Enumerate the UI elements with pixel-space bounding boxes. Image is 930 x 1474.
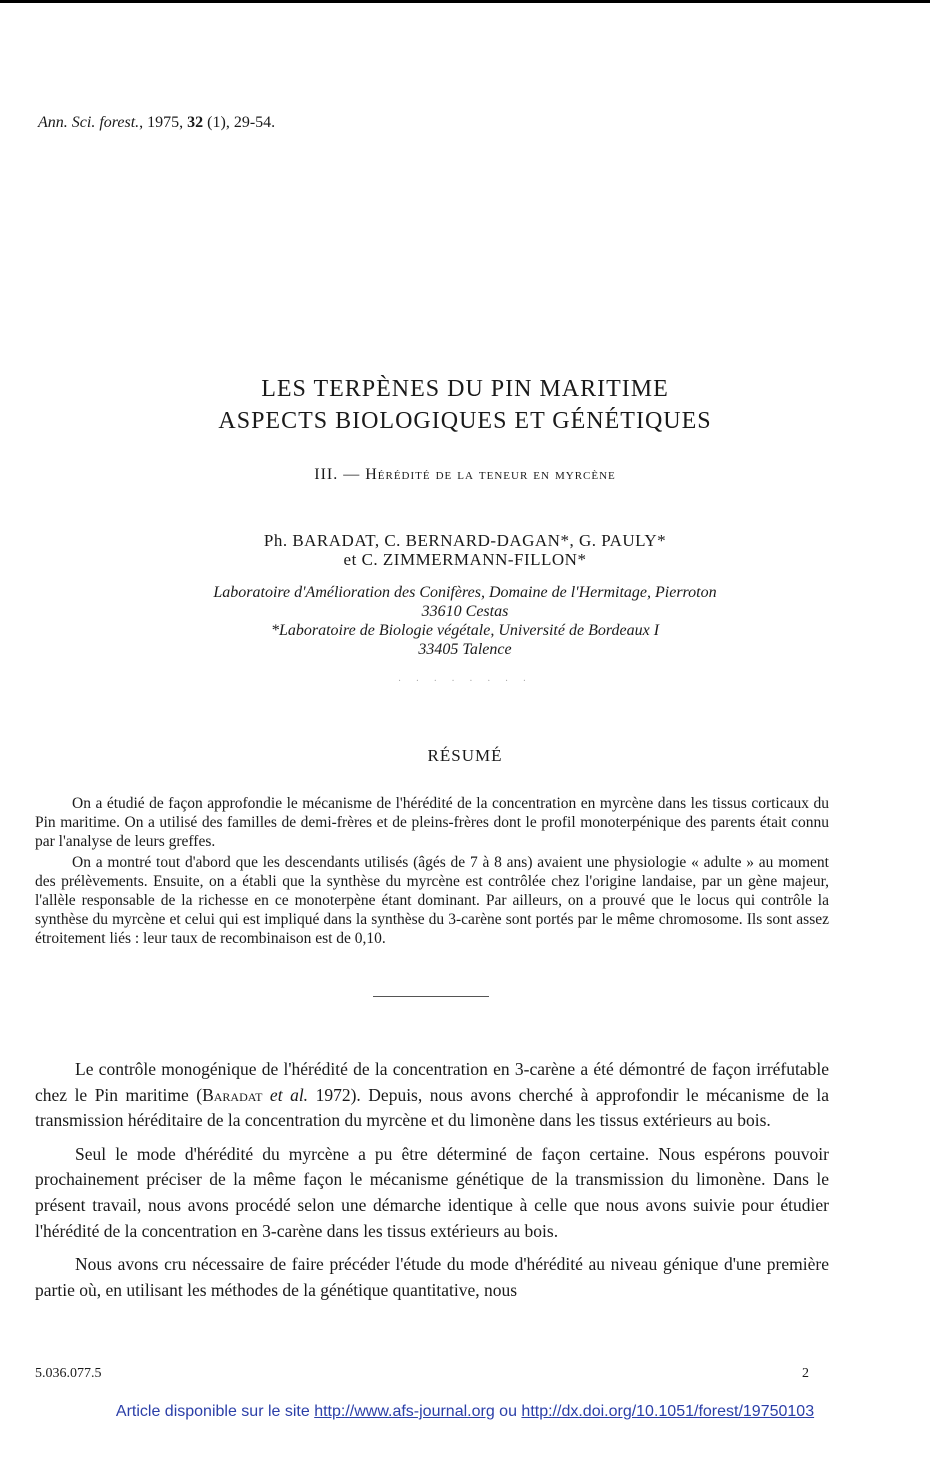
article-subtitle — [0, 466, 930, 484]
availability-footer — [0, 1403, 930, 1421]
journal-citation — [38, 114, 275, 132]
affiliation-1: Laboratoire d'Amélioration des Conifères, Domaine de l'Hermitage, Pierroton — [213, 584, 717, 601]
abstract-heading: RÉSUMÉ — [427, 746, 503, 765]
affiliation-2: *Laboratoire de Biologie végétale, Université de Bordeaux I — [270, 622, 660, 639]
affiliations — [0, 583, 930, 659]
title-line-1: LES TERPÈNES DU PIN MARITIME — [261, 376, 669, 402]
journal-site-link[interactable]: http://www.afs-journal.org — [314, 1403, 495, 1420]
authors-line-2: et C. ZIMMERMANN-FILLON* — [343, 550, 587, 569]
doi-link[interactable]: http://dx.doi.org/10.1051/forest/19750103 — [521, 1403, 815, 1420]
citation-issue-pages: (1), 29-54. — [203, 114, 276, 131]
body-paragraph-1 — [35, 1057, 829, 1134]
footer-prefix: Article disponible sur le site — [115, 1403, 315, 1420]
abstract — [35, 794, 829, 950]
article-title — [0, 373, 930, 437]
subtitle-text: Hérédité de la teneur en myrcène — [365, 466, 616, 483]
reference-author: Baradat — [202, 1084, 263, 1105]
reference-etal: et al. — [262, 1084, 309, 1105]
authors-line-1: Ph. BARADAT, C. BERNARD-DAGAN*, G. PAULY* — [263, 531, 667, 550]
body-paragraph-3: Nous avons cru nécessaire de faire précéder l'étude du mode d'hérédité au niveau génique d'une première partie où, en utilisant les méthodes de la génétique quantitative, nous — [35, 1254, 829, 1300]
body-paragraph-2: Seul le mode d'hérédité du myrcène a pu être déterminé de façon certaine. Nous espérons pouvoir prochainement préciser de la même façon le mécanisme génétique de la transmission du limonène. Dans le présent travail, nous avons procédé selon une démarche identique à celle que nous avons suivie pour étudier l'hérédité de la concentration en 3-carène dans les tissus extérieurs au bois. — [35, 1143, 829, 1241]
authors — [0, 531, 930, 569]
citation-year: , 1975, — [139, 114, 188, 131]
top-rule — [0, 0, 930, 3]
abstract-paragraph-1: On a étudié de façon approfondie le mécanisme de l'hérédité de la concentration en myrcène dans les tissus corticaux du Pin maritime. On a utilisé des familles de demi-frères et de pleins-frères dont le profil monoterpénique des parents était connu par l'analyse de leurs greffes. — [35, 795, 829, 850]
page-number: 2 — [802, 1366, 809, 1381]
classification-code: 5.036.077.5 — [35, 1366, 102, 1381]
affiliation-2-city: 33405 Talence — [418, 641, 512, 658]
title-line-2: ASPECTS BIOLOGIQUES ET GÉNÉTIQUES — [218, 408, 712, 434]
body-text — [35, 1057, 829, 1311]
body-p1-text-b: 1972). Depuis, nous avons cherché à approfondir le mécanisme de la transmission héréditaire de la concentration du myrcène et du limonène dans les tissus extérieurs au bois. — [35, 1084, 829, 1131]
decorative-dots: · · · · · · · · — [397, 676, 533, 687]
abstract-paragraph-2: On a montré tout d'abord que les descendants utilisés (âgés de 7 à 8 ans) avaient une physiologie « adulte » au moment des prélèvements. Ensuite, on a établi que la synthèse du myrcène est contrôlée chez l'origine landaise, par un gène majeur, l'allèle responsable de la richesse en ce monoterpène étant dominant. Par ailleurs, on a prouvé que le locus qui contrôle la synthèse du myrcène et celui qui est impliqué dans la synthèse du 3-carène sont portés par le même chromosome. Ils sont assez étroitement liés : leur taux de recombinaison est de 0,10. — [35, 854, 829, 947]
affiliation-1-city: 33610 Cestas — [421, 603, 509, 620]
section-separator — [373, 996, 489, 997]
citation-volume: 32 — [187, 114, 204, 131]
journal-name: Ann. Sci. forest. — [38, 114, 140, 131]
subtitle-part: III. — — [314, 466, 366, 483]
body-p1-text-a: Le contrôle monogénique de l'hérédité de la concentration en 3-carène a été démontré de façon irréfutable chez le Pin maritime ( — [35, 1059, 829, 1105]
footer-middle: ou — [494, 1403, 522, 1420]
